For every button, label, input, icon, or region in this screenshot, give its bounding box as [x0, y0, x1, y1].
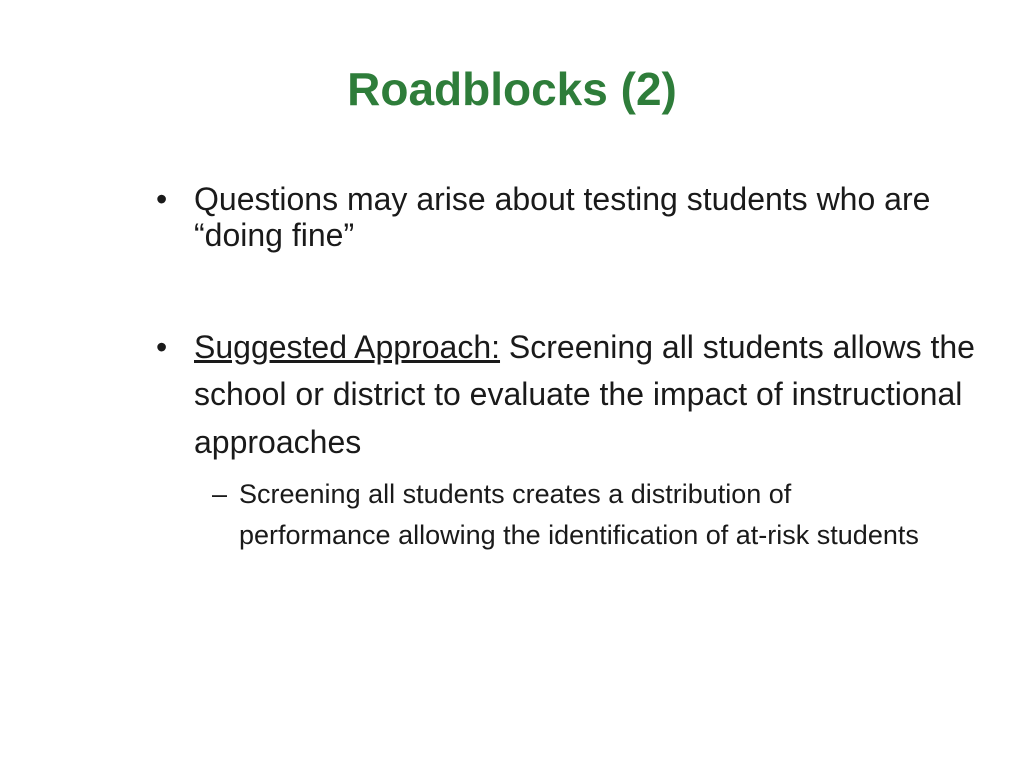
bullet-text: Screening all students allows the school or district to evaluate the impact of instructional approaches	[194, 329, 975, 460]
bullet-text: Questions may arise about testing students who are “doing fine”	[194, 181, 931, 253]
sub-bullet-item	[212, 474, 932, 556]
bullet-lead-label: Suggested Approach:	[194, 329, 501, 365]
sub-bullet-text: Screening all students creates a distribution of performance allowing the identification of at-risk students	[239, 479, 919, 551]
bullet-item-1	[156, 182, 1016, 254]
bullet-marker: •	[156, 181, 168, 217]
bullet-item-2	[156, 324, 1016, 466]
slide-title: Roadblocks (2)	[347, 63, 677, 115]
bullet-text-container	[194, 324, 1016, 466]
sub-bullet-marker: –	[212, 479, 228, 509]
bullet-marker: •	[156, 329, 168, 365]
